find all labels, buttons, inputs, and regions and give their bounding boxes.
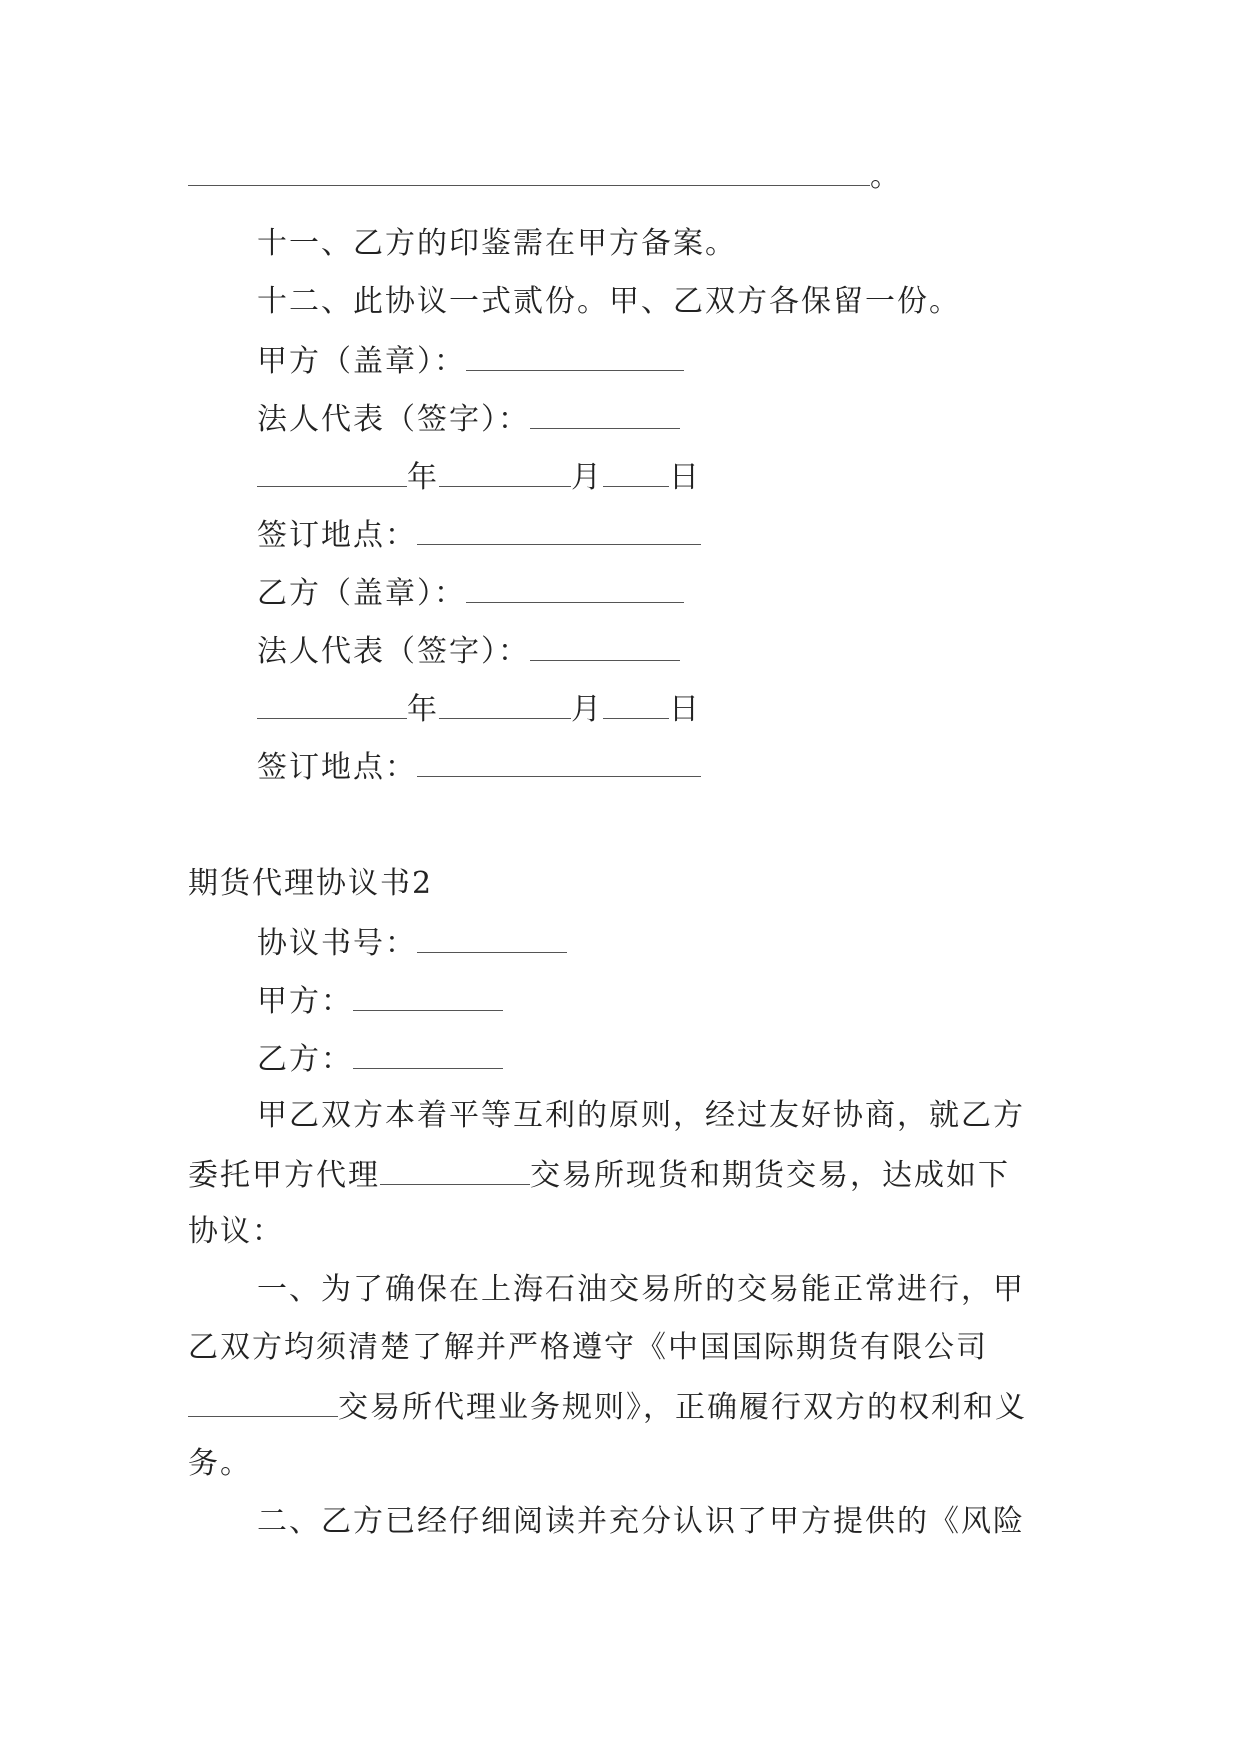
agreement-number-label: 协议书号： bbox=[257, 926, 417, 961]
party-b-seal-label: 乙方（盖章）： bbox=[257, 576, 466, 611]
intro-line-2 bbox=[188, 1154, 1010, 1196]
year-label: 年 bbox=[407, 692, 439, 727]
month-blank bbox=[439, 456, 571, 487]
party-a-seal-blank bbox=[466, 340, 684, 371]
party-b-label: 乙方： bbox=[257, 1042, 353, 1077]
party-b-place-label: 签订地点： bbox=[257, 750, 417, 785]
party-b-rep-blank bbox=[530, 630, 680, 661]
party-a-seal-line bbox=[257, 340, 684, 382]
agreement-number-line bbox=[257, 922, 567, 964]
day-label: 日 bbox=[669, 692, 701, 727]
party-b-place-blank bbox=[417, 746, 701, 777]
intro-line-2-start: 委托甲方代理 bbox=[188, 1158, 380, 1193]
party-a-place-line bbox=[257, 514, 701, 556]
party-a-date-line bbox=[257, 456, 701, 498]
party-b-blank bbox=[353, 1038, 503, 1069]
exchange-blank bbox=[188, 1386, 338, 1417]
party-a-place-blank bbox=[417, 514, 701, 545]
intro-line-3: 协议： bbox=[188, 1214, 284, 1249]
party-a-rep-label: 法人代表（签字）： bbox=[257, 402, 530, 437]
clause-12: 十二、此协议一式贰份。甲、乙双方各保留一份。 bbox=[257, 284, 961, 319]
party-b-date-line bbox=[257, 688, 701, 730]
clause-1-line-1: 一、为了确保在上海石油交易所的交易能正常进行，甲 bbox=[257, 1272, 1025, 1307]
party-a-label: 甲方： bbox=[257, 984, 353, 1019]
party-a-rep-line bbox=[257, 398, 680, 440]
year-label: 年 bbox=[407, 460, 439, 495]
month-label: 月 bbox=[571, 460, 603, 495]
agreement-number-blank bbox=[417, 922, 567, 953]
day-blank bbox=[603, 456, 669, 487]
year-blank bbox=[257, 456, 407, 487]
party-a-rep-blank bbox=[530, 398, 680, 429]
party-b-rep-label: 法人代表（签字）： bbox=[257, 634, 530, 669]
day-label: 日 bbox=[669, 460, 701, 495]
clause-1-line-4: 务。 bbox=[188, 1446, 252, 1481]
intro-line-1: 甲乙双方本着平等互利的原则，经过友好协商，就乙方 bbox=[257, 1098, 1025, 1133]
doc2-title: 期货代理协议书2 bbox=[188, 866, 434, 901]
blank-underline bbox=[188, 155, 870, 186]
month-label: 月 bbox=[571, 692, 603, 727]
clause-1-line-2: 乙双方均须清楚了解并严格遵守《中国国际期货有限公司 bbox=[188, 1330, 988, 1365]
clause-1-line-3 bbox=[188, 1386, 1027, 1428]
party-a-blank bbox=[353, 980, 503, 1011]
exchange-blank bbox=[380, 1154, 530, 1185]
party-a-line bbox=[257, 980, 503, 1022]
party-a-seal-label: 甲方（盖章）： bbox=[257, 344, 466, 379]
line-end-punctuation: 。 bbox=[870, 159, 902, 194]
month-blank bbox=[439, 688, 571, 719]
clause-11: 十一、乙方的印鉴需在甲方备案。 bbox=[257, 226, 737, 261]
party-b-line bbox=[257, 1038, 503, 1080]
party-b-seal-line bbox=[257, 572, 684, 614]
day-blank bbox=[603, 688, 669, 719]
party-b-rep-line bbox=[257, 630, 680, 672]
intro-line-2-end: 交易所现货和期货交易，达成如下 bbox=[530, 1158, 1010, 1193]
clause-1-line-3-text: 交易所代理业务规则》，正确履行双方的权利和义 bbox=[338, 1390, 1027, 1425]
top-continuation-line bbox=[188, 155, 902, 197]
party-b-seal-blank bbox=[466, 572, 684, 603]
year-blank bbox=[257, 688, 407, 719]
party-b-place-line bbox=[257, 746, 701, 788]
clause-2-line-1: 二、乙方已经仔细阅读并充分认识了甲方提供的《风险 bbox=[257, 1504, 1025, 1539]
party-a-place-label: 签订地点： bbox=[257, 518, 417, 553]
